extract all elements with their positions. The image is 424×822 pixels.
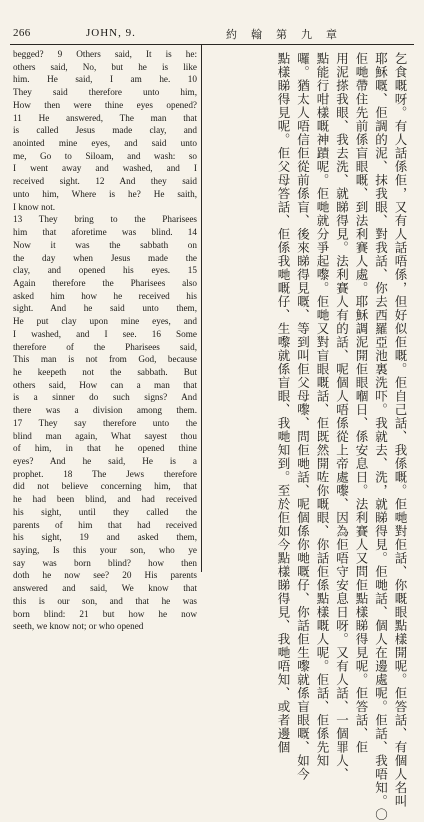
english-text-line: of him, in that he opened thine (13, 443, 197, 454)
english-text-line: therefore of the Pharisees said, (13, 341, 197, 352)
english-text-line: I washed, and I see. 16 Some (13, 328, 197, 339)
chinese-text-column-line: 點能行咁樣嘅神蹟呢。佢哋就分爭起嚟。佢哋又對盲眼嘅話、佢既然開咗你嘅眼、你話佢係點樣嘅人呢。佢話、佢係先知 (315, 52, 330, 768)
english-text-line: 17 They say therefore unto the (13, 417, 197, 428)
chinese-text-column-line: 用泥搽我眼、我去洗、就睇得見。法利賽人有的話、呢個人唔係從上帝處嚟、因為佢唔守安息日呀。又有人話、一個罪人、 (334, 52, 350, 781)
english-text-line: blind man again, What sayest thou (13, 430, 197, 441)
page-number: 266 (13, 27, 31, 39)
chinese-text-column-line: 乞食嘅呀。有人話係佢，又有人話唔係，但好似佢嘅。佢自己話、我係嘅。佢哋對佢話、你嘅眼點樣開呢。佢答話、有個人名叫 (393, 52, 408, 808)
english-text-line: answered and said, We know that (13, 583, 197, 594)
column-divider (201, 44, 202, 572)
english-text-line: Again therefore the Pharisees also (13, 277, 197, 288)
english-text-line: born blind: 21 but how he now (13, 608, 197, 619)
english-text-line: is called Jesus made clay, and (13, 125, 197, 136)
english-text-line: me, Go to Siloam, and wash: so (13, 150, 197, 161)
english-text-line: the day when Jesus made the (13, 252, 197, 263)
running-title-english: JOHN, 9. (86, 27, 136, 39)
chinese-text-column-line: 佢哋帶住先前係盲眼嘅、到法利賽人處。耶穌調泥開佢眼嗰日、係安息日。法利賽人又問佢點樣睇得見呢。佢答話、佢 (354, 52, 369, 754)
chinese-text-column (206, 52, 410, 822)
english-text-line: I went away and washed, and I (13, 163, 197, 174)
chinese-text-column-line: 耶穌嘅、佢調的泥、抹我眼、對我話、你去西羅亞池裏洗吓。我就去、洗，就睇得見。佢哋話、個人在邊處呢。佢話、我唔知。〇 (373, 52, 389, 822)
english-text-line: I know not. (13, 201, 56, 212)
english-text-line: This man is not from God, because (13, 354, 197, 365)
english-text-line: How then were thine eyes opened? (13, 99, 197, 110)
english-text-line: him. He said, I am he. 10 (13, 74, 197, 85)
english-text-line: he had been blind, and had received (13, 494, 197, 505)
chinese-text-column-line: 點樣睇得見呢。佢父母答話、佢係我哋嘅仔、生嚟就係盲眼、我哋知到。至於佢如今點樣睇得見、我哋唔知、或者邊個 (276, 52, 291, 754)
english-text-line: 13 They bring to the Pharisees (13, 214, 197, 225)
english-text-line: eyes? And he said, He is a (13, 456, 197, 466)
english-text-line: asked him how he received his (13, 290, 197, 301)
english-text-line: unto him, Where is he? He saith, (13, 188, 197, 199)
english-text-line: he keepeth not the sabbath. But (13, 366, 197, 377)
english-text-line: this is our son, and that he was (13, 595, 197, 606)
english-text-line: him that aforetime was blind. 14 (13, 227, 197, 238)
running-title-chinese: 約翰第九章 (226, 29, 351, 41)
english-text-line: clay, and opened his eyes. 15 (13, 265, 197, 276)
english-text-line: saying, Is this your son, who ye (13, 545, 197, 556)
english-text-line: seeth, we know not; or who opened (13, 621, 144, 632)
english-text-line: anointed mine eyes, and said unto (13, 138, 197, 149)
english-text-line: others said, How can a man that (13, 379, 197, 390)
english-text-column (13, 48, 197, 632)
english-text-line: his sight, 19 and asked them, (13, 532, 197, 543)
english-text-line: received sight. 12 And they said (13, 176, 197, 187)
chinese-text-column-line: 囉。猶太人唔信佢從前係盲、後來睇得見嘅、等到叫佢父母嚟、問佢哋話、呢個係你哋嘅仔、你話佢生嚟就係盲眼嘅、如今 (295, 52, 311, 781)
english-text-line: say was born blind? how then (13, 557, 197, 568)
english-text-line: his sight, until they called the (13, 506, 197, 517)
english-text-line: Now it was the sabbath on (13, 239, 197, 250)
english-text-line: sight. And he said unto them, (13, 303, 197, 314)
english-text-line: begged? 9 Others said, It is he: (13, 49, 197, 59)
english-text-line: They said therefore unto him, (13, 87, 197, 98)
english-text-line: He put clay upon mine eyes, and (13, 316, 197, 327)
header-rule (10, 44, 414, 45)
english-text-line: parents of him that had received (13, 519, 197, 530)
english-text-line: others said, No, but he is like (13, 61, 197, 72)
english-text-line: prophet. 18 The Jews therefore (13, 468, 197, 479)
english-text-line: there was a division among them. (13, 405, 197, 416)
english-text-line: 11 He answered, The man that (13, 112, 197, 123)
english-text-line: did not believe concerning him, that (13, 481, 197, 492)
english-text-line: doth he now see? 20 His parents (13, 570, 197, 581)
english-text-line: is a sinner do such signs? And (13, 392, 197, 403)
